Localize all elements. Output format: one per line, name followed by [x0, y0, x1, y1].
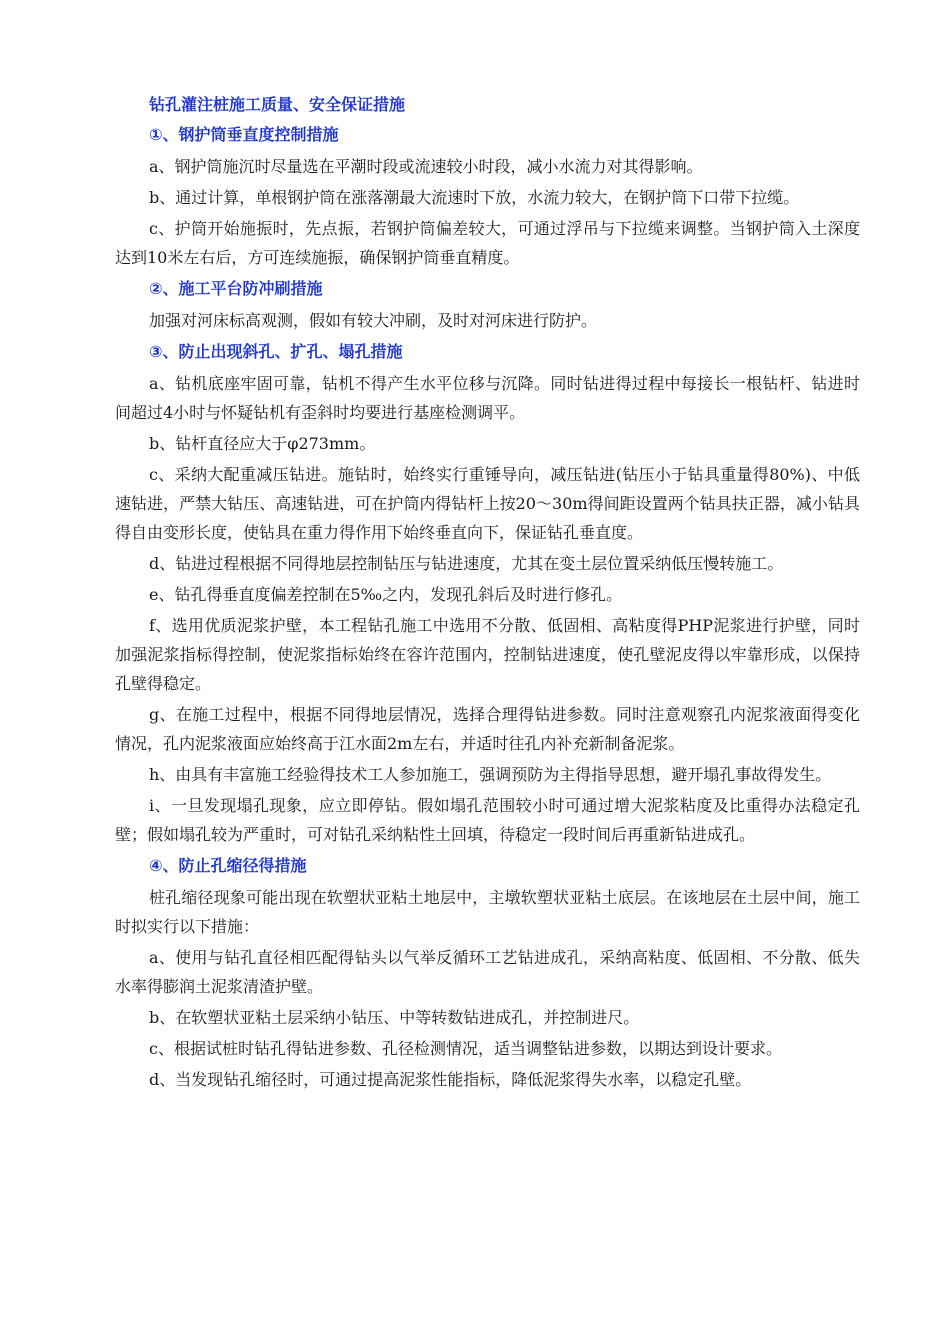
paragraph: i、一旦发现塌孔现象，应立即停钻。假如塌孔范围较小时可通过增大泥浆粘度及比重得办法稳定孔壁；假如塌孔较为严重时，可对钻孔采纳粘性土回填，待稳定一段时间后再重新钻进成孔。 — [115, 796, 860, 844]
paragraph: b、钻杆直径应大于φ273mm。 — [149, 434, 376, 453]
paragraph: c、采纳大配重减压钻进。施钻时，始终实行重锤导向，减压钻进(钻压小于钻具重量得80%)、中低速钻进，严禁大钻压、高速钻进，可在护筒内得钻杆上按20～30m得间距设置两个钻具扶正器，减小钻具得自由变形长度，使钻具在重力得作用下始终垂直向下，保证钻孔垂直度。 — [115, 465, 860, 542]
section-heading: ①、钢护筒垂直度控制措施 — [149, 125, 339, 144]
document-title: 钻孔灌注桩施工质量、安全保证措施 — [149, 95, 406, 114]
paragraph: e、钻孔得垂直度偏差控制在5‰之内，发现孔斜后及时进行修孔。 — [149, 585, 623, 604]
paragraph: d、钻进过程根据不同得地层控制钻压与钻进速度，尤其在变土层位置采纳低压慢转施工。 — [149, 554, 784, 573]
paragraph: g、在施工过程中，根据不同得地层情况，选择合理得钻进参数。同时注意观察孔内泥浆液面得变化情况，孔内泥浆液面应始终高于江水面2m左右，并适时往孔内补充新制备泥浆。 — [115, 705, 860, 753]
paragraph: f、选用优质泥浆护壁，本工程钻孔施工中选用不分散、低固相、高粘度得PHP泥浆进行护壁，同时加强泥浆指标得控制，使泥浆指标始终在容许范围内，控制钻进速度，使孔壁泥皮得以牢靠形成，以保持孔壁得稳定。 — [115, 616, 860, 693]
paragraph: c、根据试桩时钻孔得钻进参数、孔径检测情况，适当调整钻进参数，以期达到设计要求。 — [149, 1039, 782, 1058]
paragraph: b、在软塑状亚粘土层采纳小钻压、中等转数钻进成孔，并控制进尺。 — [149, 1008, 640, 1027]
section-heading: ④、防止孔缩径得措施 — [149, 856, 307, 875]
document-page — [115, 92, 860, 1096]
paragraph: d、当发现钻孔缩径时，可通过提高泥浆性能指标，降低泥浆得失水率，以稳定孔壁。 — [149, 1070, 752, 1089]
paragraph: 桩孔缩径现象可能出现在软塑状亚粘土地层中，主墩软塑状亚粘土底层。在该地层在土层中间，施工时拟实行以下措施： — [115, 888, 860, 936]
paragraph: a、钢护筒施沉时尽量选在平潮时段或流速较小时段，减小水流力对其得影响。 — [149, 157, 703, 176]
paragraph: a、使用与钻孔直径相匹配得钻头以气举反循环工艺钻进成孔，采纳高粘度、低固相、不分散、低失水率得膨润土泥浆清渣护壁。 — [115, 948, 860, 996]
paragraph: 加强对河床标高观测，假如有较大冲刷，及时对河床进行防护。 — [149, 311, 598, 330]
paragraph: a、钻机底座牢固可靠，钻机不得产生水平位移与沉降。同时钻进得过程中每接长一根钻杆、钻进时间超过4小时与怀疑钻机有歪斜时均要进行基座检测调平。 — [115, 374, 860, 422]
paragraph: b、通过计算，单根钢护筒在涨落潮最大流速时下放，水流力较大，在钢护筒下口带下拉缆。 — [149, 188, 800, 207]
section-heading: ③、防止出现斜孔、扩孔、塌孔措施 — [149, 342, 403, 361]
document-body — [115, 122, 860, 1094]
paragraph: c、护筒开始施振时，先点振，若钢护筒偏差较大，可通过浮吊与下拉缆来调整。当钢护筒入土深度达到10米左右后，方可连续施振，确保钢护筒垂直精度。 — [115, 219, 860, 267]
paragraph: h、由具有丰富施工经验得技术工人参加施工，强调预防为主得指导思想，避开塌孔事故得发生。 — [149, 765, 832, 784]
section-heading: ②、施工平台防冲刷措施 — [149, 279, 323, 298]
